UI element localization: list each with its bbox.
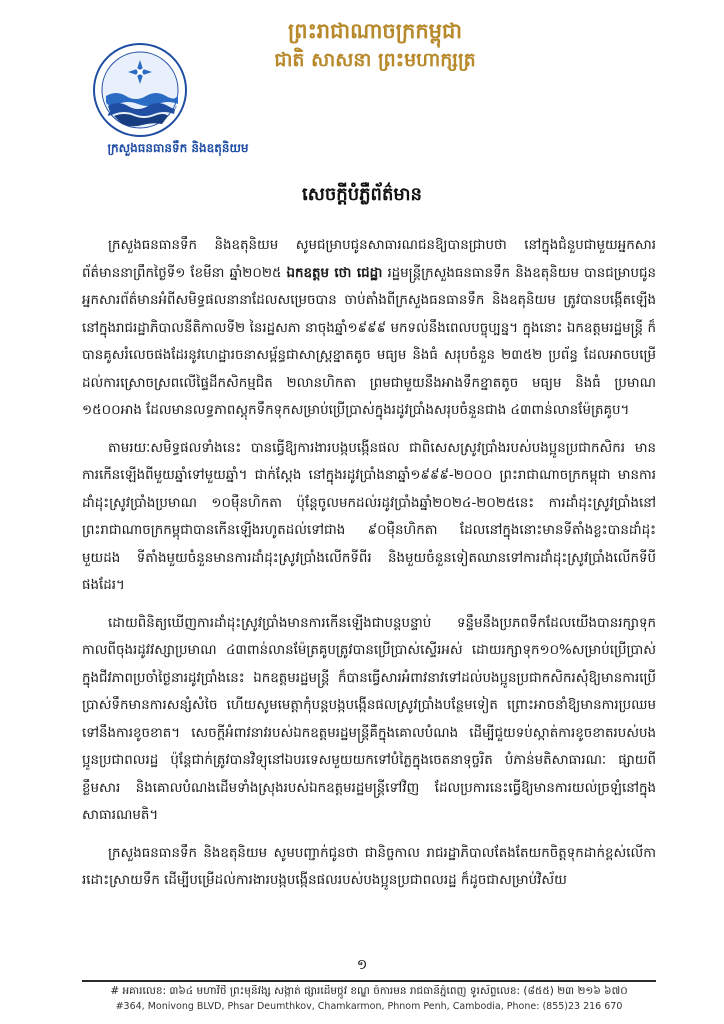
footer-address-english: #364, Monivong BLVD, Phsar Deumthkov, Chamkarmon, Phnom Penh, Cambodia, Phone: (855)23 216 670 [115,1001,623,1012]
kingdom-header [230,16,520,74]
footer-address-khmer: # អគារលេខ: ៣៦៤ មហាវិថី ព្រះមុនីវង្ស សង្កាត់ ផ្សារដើមថ្កូវ ខណ្ឌ ចំការមន រាជធានីភ្នំពេញ ទូរស័ព្ទលេខ: (៨៥៥) ២៣ ២១៦ ៦៧០ [110,985,628,997]
paragraph-1 [82,232,656,425]
document-body [82,232,656,905]
paragraph-1-rest: រដ្ឋមន្ត្រីក្រសួងធនធានទឹក និងឧតុនិយម បានជម្រាបជូនអ្នកសារព័ត៌មានអំពីសមិទ្ធផលនានាដែលសម្រេចបាន ចាប់តាំងពីក្រសួងធនធានទឹក និងឧតុនិយម ត្រូវបានបង្កើតឡើងនៅក្នុងរាជរដ្ឋាភិបាលនីតិកាលទី២ នៃរដ្ឋសភា នាចុងឆ្នាំ១៩៩៩ មកទល់នឹងពេលបច្ចុប្បន្ន។ ក្នុងនោះ ឯកឧត្តមរដ្ឋមន្ត្រី ក៏បានគូសរំលេចផងដែរនូវហេដ្ឋារចនាសម្ព័ន្ធជាសាស្ត្រខ្នាតតូច មធ្យម និងធំ សរុបចំនួន ២៣៥២ ប្រព័ន្ធ ដែលអាចបម្រើដល់ការស្រោចស្រពលើផ្ទៃដីកសិកម្មជិត ២លានហិកតា ព្រមជាមួយនឹងអាងទឹកខ្នាតតូច មធ្យម និងធំ ប្រមាណ ១៥០០អាង ដែលមានលទ្ធភាពស្តុកទឹកទុកសម្រាប់ប្រើប្រាស់ក្នុងរដូវប្រាំងសរុបចំនួនជាង ៤៣ពាន់លានម៉ែត្រគូប។ [82,265,656,418]
ministry-logo-icon [92,42,188,138]
paragraph-3: ដោយពិនិត្យឃើញការដាំដុះស្រូវប្រាំងមានការកើនឡើងជាបន្តបន្ទាប់ ទន្ទឹមនឹងប្រភពទឹកដែលយើងបានរក្សាទុកកាលពីចុងរដូវវស្សាប្រមាណ ៤៣ពាន់លានម៉ែត្រគូបត្រូវបានប្រើប្រាស់ស្ទើរអស់ ដោយរក្សាទុក១០%សម្រាប់ប្រើប្រាស់ក្នុងជីវភាពប្រចាំថ្ងៃនារដូវប្រាំងនេះ ឯកឧត្តមរដ្ឋមន្ត្រី ក៏បានធ្វើសារអំពាវនាវទៅដល់បងប្អូនប្រជាកសិករសុំឱ្យមានការប្រើប្រាស់ទឹកមានការសន្សំសំចៃ ហើយសូមមេត្តាកុំបន្តបង្កបង្កើនផលស្រូវប្រាំងបន្ថែមទៀត ព្រោះអាចនាំឱ្យមានការប្រឈមទៅនឹងការខូចខាត។ សេចក្តីអំពាវនាវរបស់ឯកឧត្តមរដ្ឋមន្ត្រីគឺក្នុងគោលបំណង ដើម្បីជួយទប់ស្កាត់ការខូចខាតរបស់បងប្អូនប្រជាពលរដ្ឋ ប៉ុន្តែជាក់ត្រូវបានវិទ្យុនៅឯបរទេសមួយយកទៅបំភ្លៃក្នុងចេតនាទុច្ចរិត បំភាន់មតិសាធារណៈ ផ្សាយពីខ្លឹមសារ និងគោលបំណងដើមទាំងស្រុងរបស់ឯកឧត្តមរដ្ឋមន្ត្រីទៅវិញ ដែលប្រការនេះធ្វើឱ្យមានការយល់ច្រឡំនៅក្នុងសាធារណមតិ។ [82,615,656,823]
paragraph-1-start: ក្រសួងធនធានទឹក និងឧតុនិយម សូមជម្រាបជូនសាធារណជនឱ្យបានជ្រាបថា នៅក្នុងជំនួបជាមួយអ្នកសារព័ត៌មាននាព្រឹកថ្ងៃទី១ ខែមីនា ឆ្នាំ២០២៥ [82,238,656,281]
national-motto: ជាតិ សាសនា ព្រះមហាក្សត្រ [274,49,476,71]
document-title: សេចក្តីបំភ្លឺព័ត៌មាន [302,184,422,205]
ministry-name: ក្រសួងធនធានទឹក និងឧតុនិយម [107,141,249,155]
paragraph-2: តាមរយៈសមិទ្ធផលទាំងនេះ បានធ្វើឱ្យការងារបង្កបង្កើនផល ជាពិសេសស្រូវប្រាំងរបស់បងប្អូនប្រជាកសិករ មានការកើនឡើងពីមួយឆ្នាំទៅមួយឆ្នាំ។ ជាក់ស្តែង នៅក្នុងរដូវប្រាំងនាឆ្នាំ១៩៩៩-២០០០ ព្រះរាជាណាចក្រកម្ពុជា មានការដាំដុះស្រូវប្រាំងប្រមាណ ១០ម៉ឺនហិកតា ប៉ុន្តែចូលមកដល់រដូវប្រាំងឆ្នាំ២០២៤-២០២៥នេះ ការដាំដុះស្រូវប្រាំងនៅព្រះរាជាណាចក្រកម្ពុជាបានកើនឡើងរហូតដល់ទៅជាង ៩០ម៉ឺនហិកតា ដែលនៅក្នុងនោះមានទីតាំងខ្លះបានដាំដុះមួយដង ទីតាំងមួយចំនួនមានការដាំដុះស្រូវប្រាំងលើកទីពីរ និងមួយចំនួនទៀតឈានទៅការដាំដុះស្រូវប្រាំងលើកទីបីផងដែរ។ [82,440,656,593]
page-number: ១ [356,957,368,973]
minister-name: ឯកឧត្តម ថោ ជេដ្ឋា [286,265,383,281]
paragraph-4: ក្រសួងធនធានទឹក និងឧតុនិយម សូមបញ្ជាក់ជូនថា ជានិច្ចកាល រាជរដ្ឋាភិបាលតែងតែយកចិត្តទុកដាក់ខ្ពស់លើការដោះស្រាយទឹក ដើម្បីបម្រើដល់ការងារបង្កបង្កើនផលរបស់បងប្អូនប្រជាពលរដ្ឋ ក៏ដូចជាសម្រាប់វិស័យ [82,845,656,888]
kingdom-name: ព្រះរាជាណាចក្រកម្ពុជា [287,19,462,43]
footer-divider [82,980,656,982]
